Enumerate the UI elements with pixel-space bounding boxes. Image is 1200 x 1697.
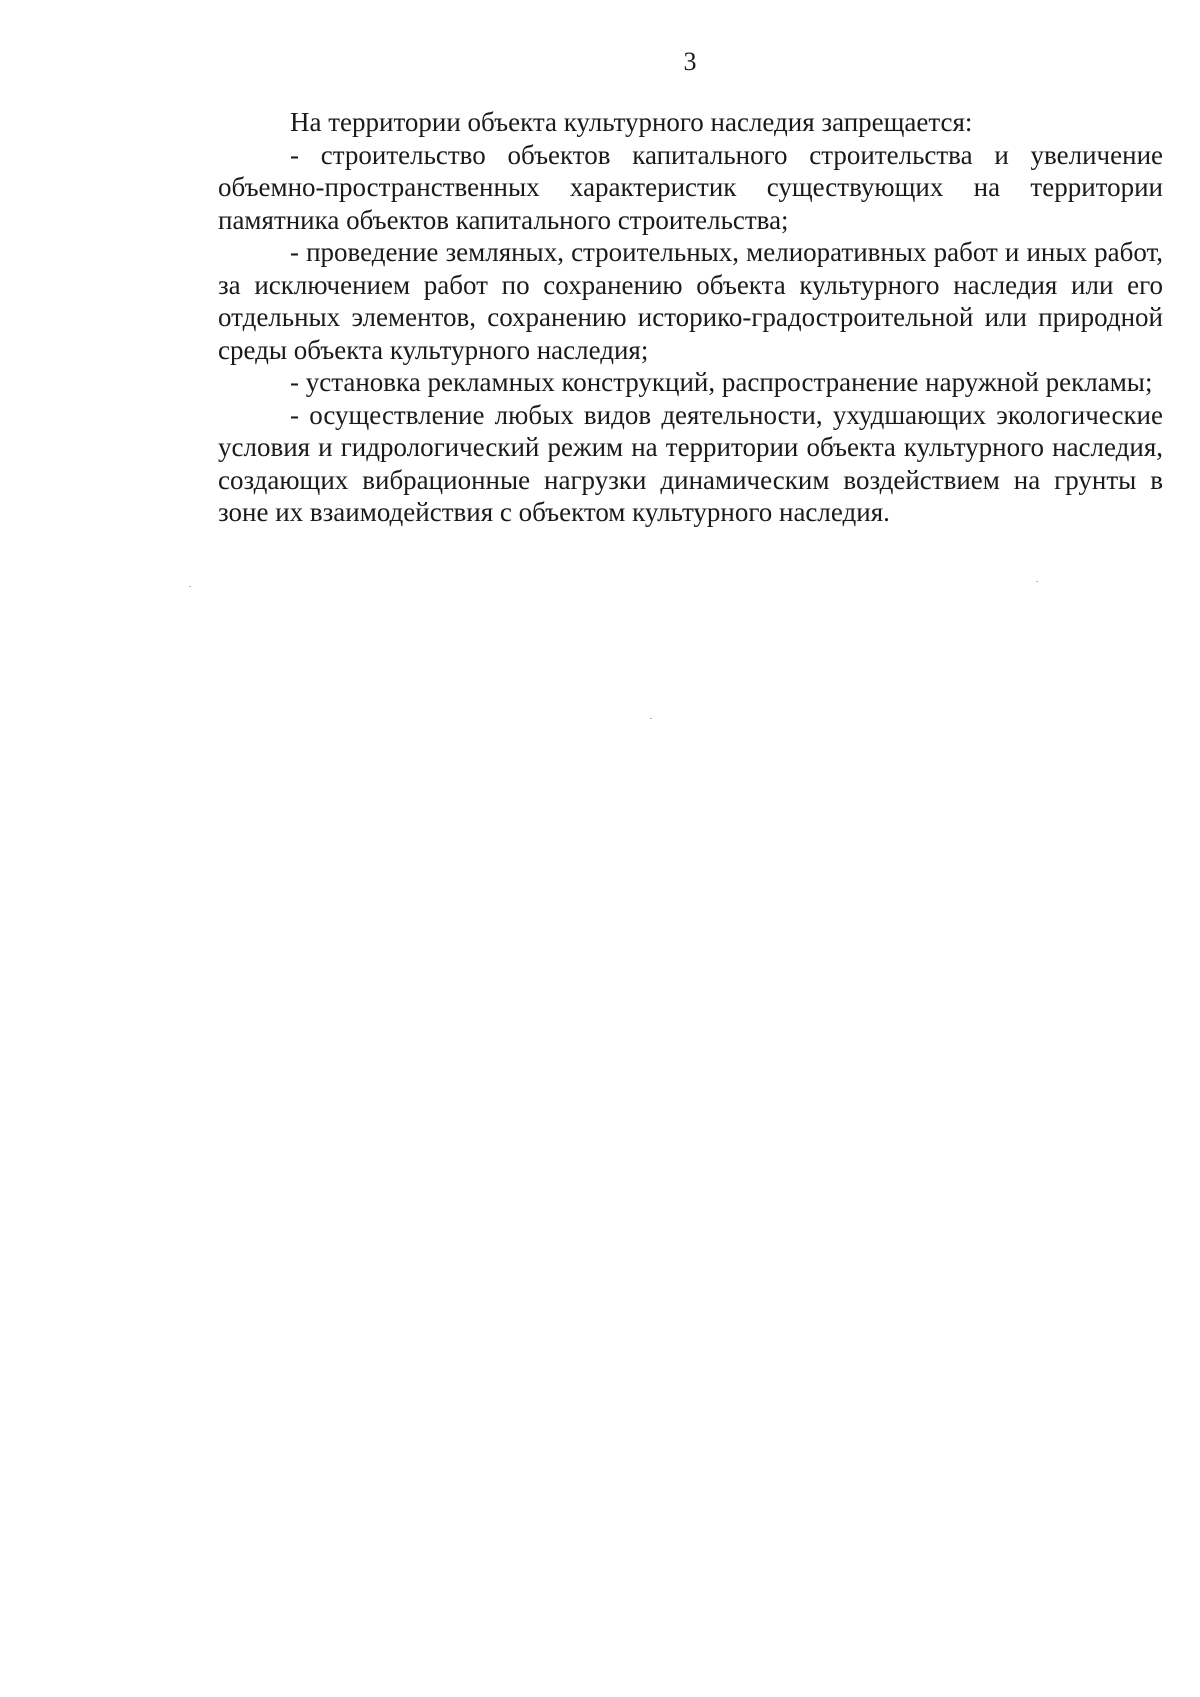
intro-paragraph: На территории объекта культурного наследия запрещается: [290, 107, 973, 137]
scan-speck [1036, 581, 1038, 582]
page-number: 3 [683, 47, 697, 76]
document-body [218, 106, 1163, 529]
scan-speck [189, 586, 191, 587]
scan-speck [650, 718, 652, 719]
prohibition-item-construction: - строительство объектов капитального строительства и увеличение объемно-пространственных характеристик существующих на территории памятника объектов капитального строительства; [218, 139, 1163, 235]
prohibition-item-advertising: - установка рекламных конструкций, распространение наружной рекламы; [290, 367, 1153, 397]
prohibition-item-activities: - осуществление любых видов деятельности, ухудшающих экологические условия и гидрологический режим на территории объекта культурного наследия, создающих вибрационные нагрузки динамическим воздействием на грунты в зоне их взаимодействия с объектом культурного наследия. [218, 399, 1163, 527]
prohibition-item-earthworks: - проведение земляных, строительных, мелиоративных работ и иных работ, за исключением работ по сохранению объекта культурного наследия или его отдельных элементов, сохранению историко-градостроительной или природной среды объекта культурного наследия; [218, 237, 1163, 365]
